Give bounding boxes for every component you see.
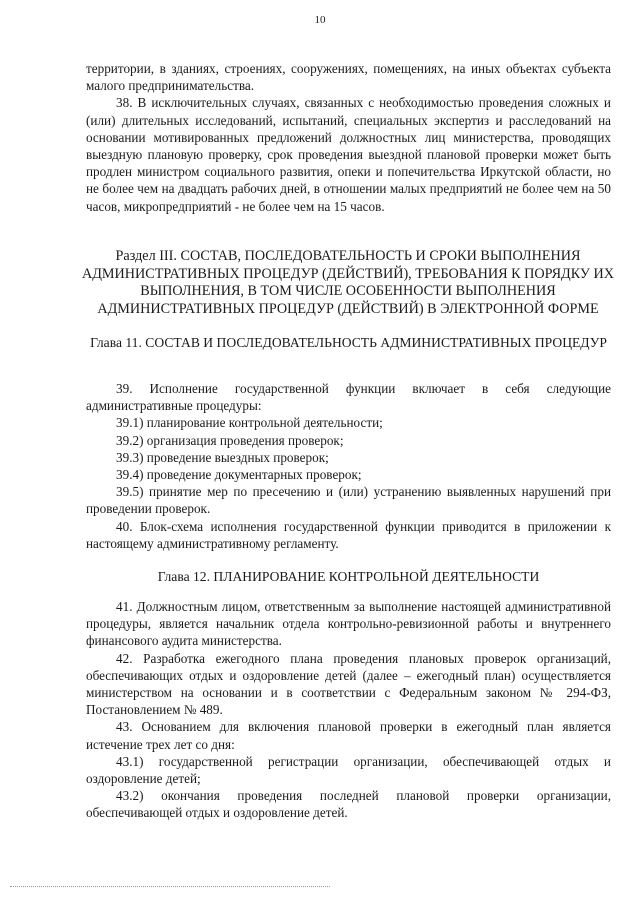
chapter-11-text [86, 380, 611, 552]
paragraph-43: 43. Основанием для включения плановой проверки в ежегодный план является истечение трех лет со дня: [86, 719, 611, 752]
section-heading: Раздел III. СОСТАВ, ПОСЛЕДОВАТЕЛЬНОСТЬ И СРОКИ ВЫПОЛНЕНИЯ АДМИНИСТРАТИВНЫХ ПРОЦЕДУР (ДЕЙСТВИЙ), ТРЕБОВАНИЯ К ПОРЯДКУ ИХ ВЫПОЛНЕНИЯ, В ТОМ ЧИСЛЕ ОСОБЕННОСТИ ВЫПОЛНЕНИЯ АДМИНИСТРАТИВНЫХ ПРОЦЕДУР (ДЕЙСТВИЙ) В ЭЛЕКТРОННОЙ ФОРМЕ [81, 248, 614, 317]
list-item-39-3: 39.3) проведение выездных проверок; [116, 449, 329, 465]
list-item-39-1: 39.1) планирование контрольной деятельности; [116, 415, 383, 431]
paragraph-continuation: территории, в зданиях, строениях, сооружениях, помещениях, на иных объектах субъекта малого предпринимательства. [86, 61, 611, 94]
chapter-12-text [86, 598, 611, 822]
paragraph-38: 38. В исключительных случаях, связанных с необходимостью проведения сложных и (или) длительных исследований, испытаний, специальных экспертиз и расследований на основании мотивированных предложений должностных лиц министерства, проводящих выездную плановую проверку, срок проведения выездной плановой проверки может быть продлен министром социального развития, опеки и попечительства Иркутской области, но не более чем на двадцать рабочих дней, в отношении малых предприятий не более чем на 50 часов, микропредприятий - не более чем на 15 часов. [86, 95, 611, 214]
paragraph-40: 40. Блок-схема исполнения государственной функции приводится в приложении к настоящему административному регламенту. [86, 518, 611, 551]
paragraph-41: 41. Должностным лицом, ответственным за выполнение настоящей административной процедуры, является начальник отдела контрольно-ревизионной работы и внутреннего финансового аудита министерства. [86, 599, 611, 649]
page-number: 10 [314, 14, 326, 26]
top-text-block [86, 60, 611, 215]
paragraph-42: 42. Разработка ежегодного плана проведения плановых проверок организаций, обеспечивающих отдых и оздоровление детей (далее – ежегодный план) осуществляется министерством на основании и в соответствии с Федеральным законом № 294-ФЗ, Постановлением № 489. [86, 650, 611, 718]
footer-scan-line [10, 886, 330, 887]
chapter-12-heading: Глава 12. ПЛАНИРОВАНИЕ КОНТРОЛЬНОЙ ДЕЯТЕЛЬНОСТИ [157, 569, 540, 584]
list-item-39-4: 39.4) проведение документарных проверок; [116, 467, 362, 483]
list-item-39-5: 39.5) принятие мер по пресечению и (или) устранению выявленных нарушений при проведении проверок. [86, 484, 611, 517]
paragraph-39: 39. Исполнение государственной функции включает в себя следующие административные процедуры: [86, 381, 611, 414]
list-item-39-2: 39.2) организация проведения проверок; [116, 432, 344, 448]
list-item-43-2: 43.2) окончания проведения последней плановой проверки организации, обеспечивающей отдых и оздоровление детей. [86, 788, 611, 821]
chapter-11-heading: Глава 11. СОСТАВ И ПОСЛЕДОВАТЕЛЬНОСТЬ АДМИНИСТРАТИВНЫХ ПРОЦЕДУР [90, 335, 607, 350]
list-item-43-1: 43.1) государственной регистрации организации, обеспечивающей отдых и оздоровление детей; [86, 753, 611, 787]
